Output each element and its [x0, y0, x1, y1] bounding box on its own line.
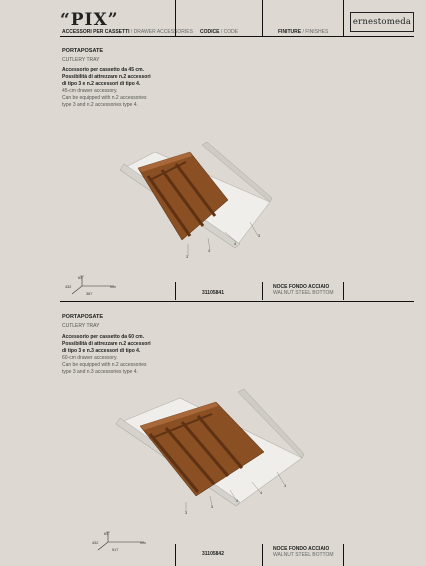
dimension-depth: 432 — [92, 541, 99, 545]
callout-number: 4 — [236, 499, 239, 503]
description-it-line: Possibilità di attrezzare n.2 accessori — [62, 341, 151, 347]
product-description — [62, 67, 172, 109]
product-finish — [273, 546, 334, 558]
page-title: “PIX” — [60, 10, 119, 30]
cutlery-tray-60-image — [112, 384, 307, 519]
callout-number: 3 — [185, 511, 188, 515]
dimension-height: 64 — [78, 276, 83, 280]
description-it-line: Accessorio per cassetto da 45 cm. — [62, 67, 144, 73]
product-finish — [273, 284, 334, 296]
description-it-line: di tipo 3 e n.2 accessori di tipo 4. — [62, 81, 141, 87]
cutlery-tray-45-image — [110, 140, 280, 260]
row-divider — [262, 282, 263, 300]
brand-logo: ernestomeda — [350, 12, 414, 32]
callout-number: 3 — [186, 255, 189, 259]
finish-it: NOCE FONDO ACCIAIO — [273, 284, 330, 290]
code-header-it: CODICE — [200, 29, 220, 35]
dimension-width: 517 — [112, 548, 119, 552]
description-en-line: Can be equipped with n.2 accessories — [62, 362, 147, 368]
header-rule — [60, 36, 414, 37]
callout-number: 3 — [284, 484, 287, 488]
description-en-line: type 3 and n.3 accessories type 4. — [62, 369, 138, 375]
row-divider — [175, 282, 176, 300]
category-label — [62, 29, 193, 35]
code-column-header — [200, 29, 238, 35]
category-label-it: ACCESSORI PER CASSETTI — [62, 29, 130, 35]
description-en-line: Can be equipped with n.2 accessories — [62, 95, 147, 101]
description-en-line: 45-cm drawer accessory. — [62, 88, 118, 94]
product-title: PORTAPOSATE — [62, 314, 104, 320]
dimension-unit: mm — [110, 285, 116, 289]
product-code: 31105842 — [202, 551, 224, 557]
product-description — [62, 334, 172, 376]
callout-number: 4 — [234, 242, 237, 246]
description-it-line: Accessorio per cassetto da 60 cm. — [62, 334, 144, 340]
product-subtitle: CUTLERY TRAY — [62, 57, 100, 63]
dimension-height: 64 — [104, 532, 109, 536]
finish-en: WALNUT STEEL BOTTOM — [273, 290, 334, 296]
finish-it: NOCE FONDO ACCIAIO — [273, 546, 330, 552]
header-divider — [175, 0, 176, 36]
description-it-line: Possibilità di attrezzare n.2 accessori — [62, 74, 151, 80]
description-it-line: di tipo 3 e n.3 accessori di tipo 4. — [62, 348, 141, 354]
callout-number: 3 — [258, 234, 261, 238]
dimension-width: 367 — [86, 292, 93, 296]
description-en-line: type 3 and n.2 accessories type 4. — [62, 102, 138, 108]
code-header-en: / CODE — [220, 29, 239, 35]
header-divider — [343, 0, 344, 36]
dimension-depth: 432 — [65, 285, 72, 289]
product-subtitle: CUTLERY TRAY — [62, 323, 100, 329]
dimension-unit: mm — [140, 541, 146, 545]
product-title: PORTAPOSATE — [62, 48, 104, 54]
row-divider — [343, 282, 344, 300]
category-label-en: / DRAWER ACCESSORIES — [130, 29, 193, 35]
finish-column-header — [278, 29, 328, 35]
row-divider — [343, 544, 344, 566]
row-divider — [262, 544, 263, 566]
finish-header-en: / FINISHES — [302, 29, 329, 35]
callout-number: 4 — [211, 505, 214, 509]
header-divider — [262, 0, 263, 36]
description-en-line: 60-cm drawer accessory. — [62, 355, 118, 361]
callout-number: 4 — [260, 491, 263, 495]
callout-number: 4 — [208, 249, 211, 253]
row-divider — [175, 544, 176, 566]
finish-header-it: FINITURE — [278, 29, 302, 35]
finish-en: WALNUT STEEL BOTTOM — [273, 552, 334, 558]
section-rule — [60, 301, 414, 302]
product-code: 31105841 — [202, 290, 224, 296]
